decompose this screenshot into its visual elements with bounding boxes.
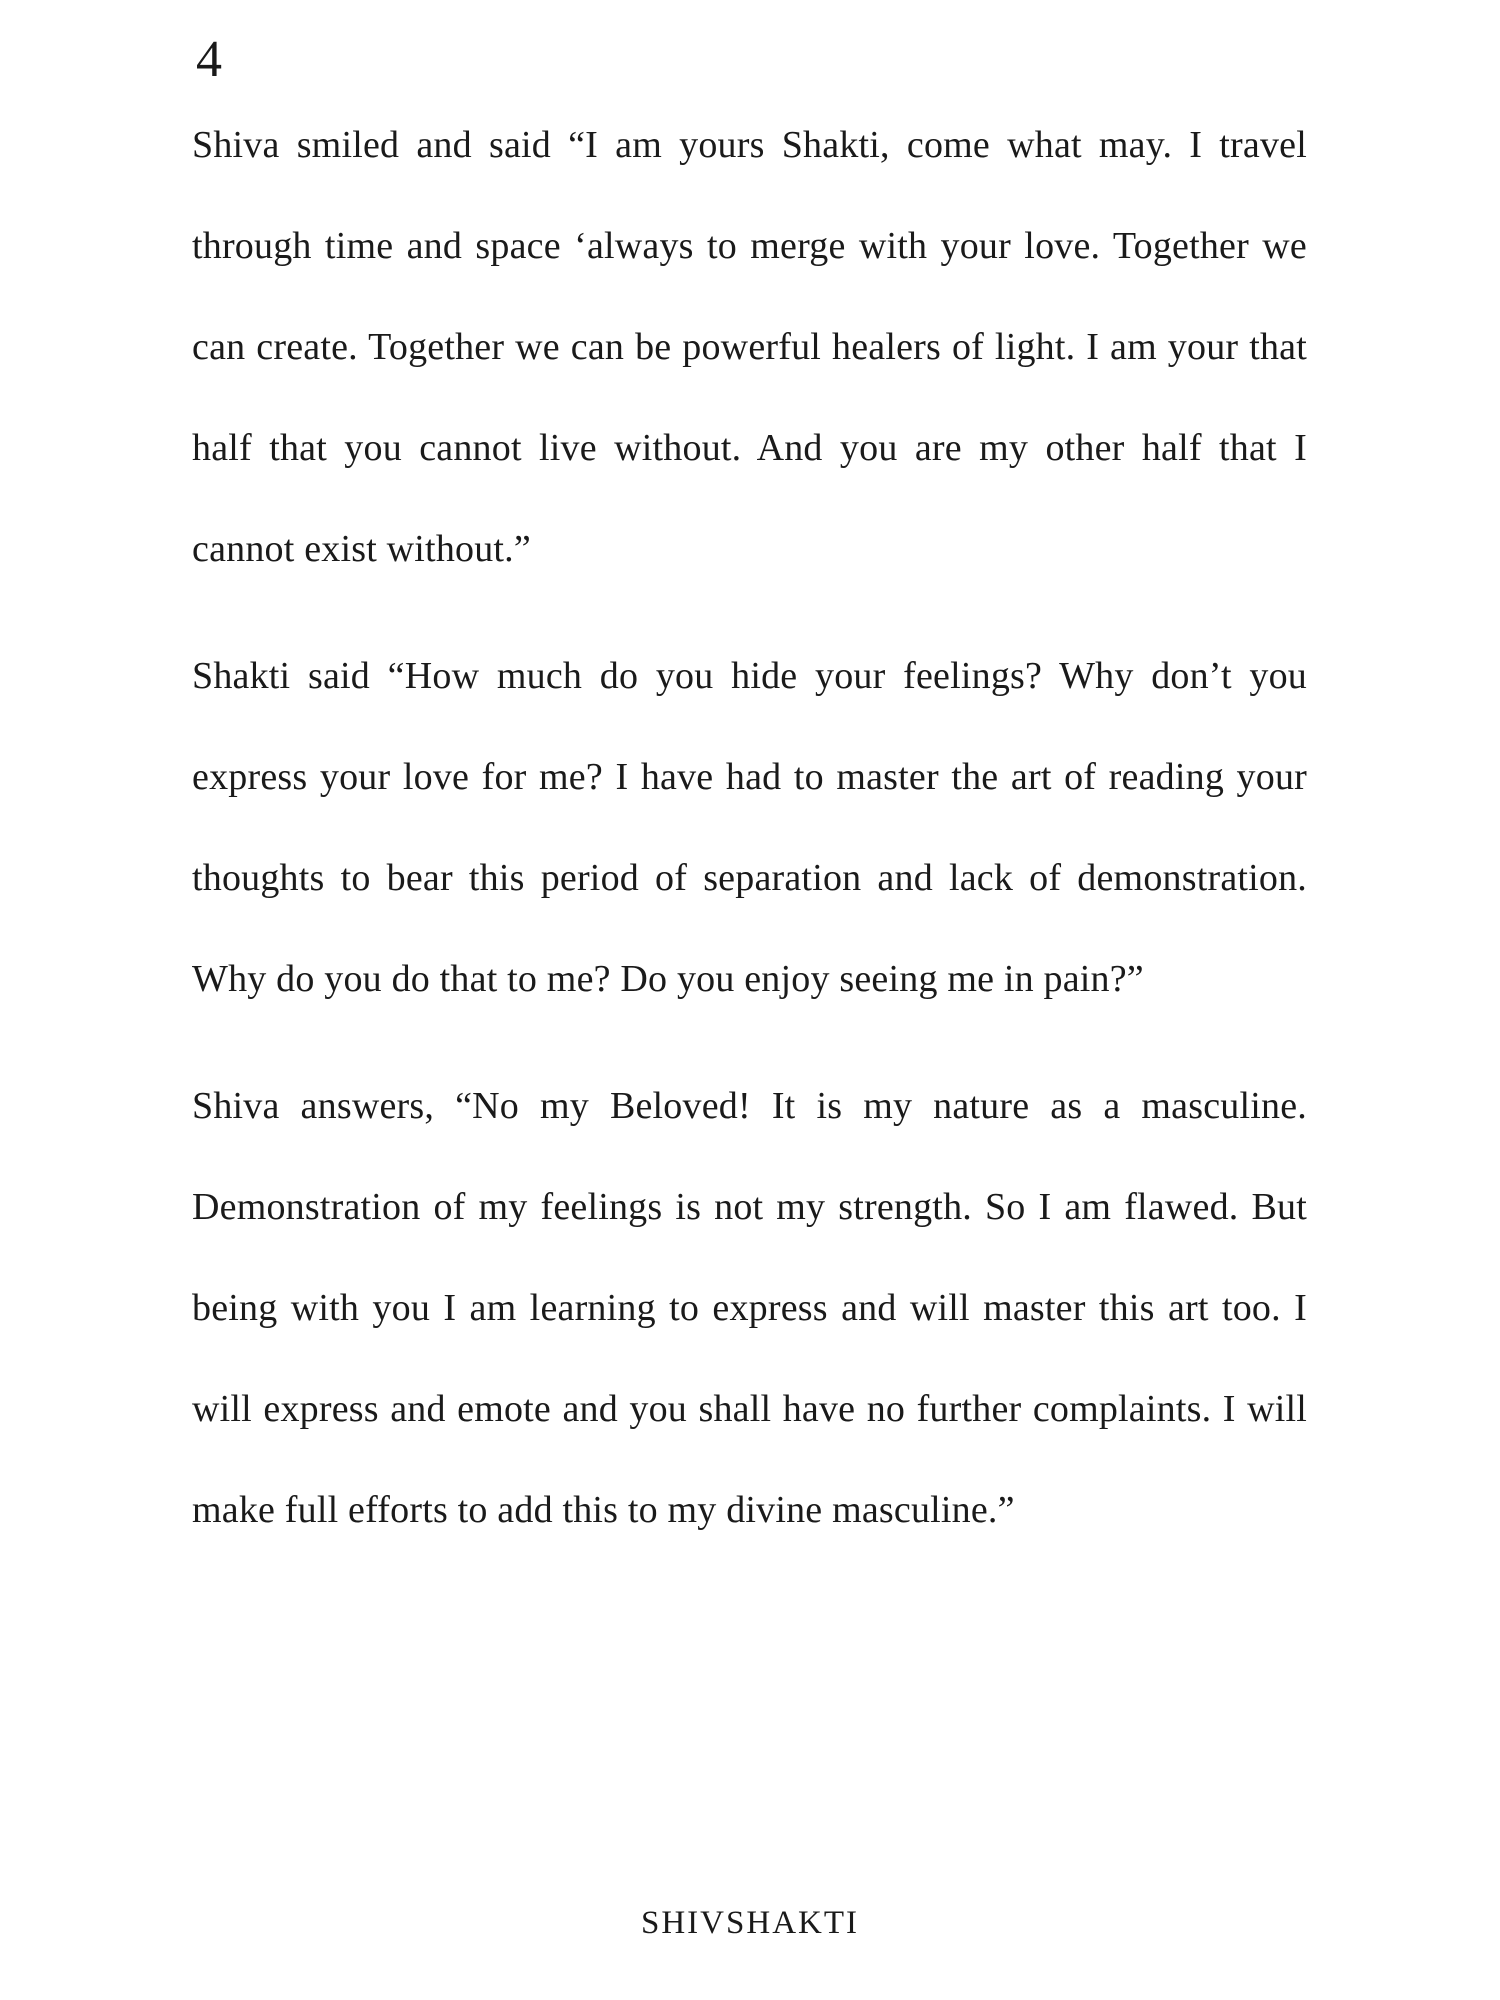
body-text [192, 95, 1307, 1587]
paragraph-3: Shiva answers, “No my Beloved! It is my nature as a masculine. Demonstration of my feelings is not my strength. So I am flawed. But being with you I am learning to express and will master this art too. I will express and emote and you shall have no further complaints. I will make full efforts to add this to my divine masculine.” [192, 1085, 1307, 1531]
running-footer-title: SHIVSHAKTI [641, 1905, 859, 1941]
paragraph-2: Shakti said “How much do you hide your feelings? Why don’t you express your love for me? I have had to master the art of reading your thoughts to bear this period of separation and lack of demonstration. Why do you do that to me? Do you enjoy seeing me in pain?” [192, 655, 1307, 1000]
page-number: 4 [196, 31, 222, 88]
paragraph-1: Shiva smiled and said “I am yours Shakti, come what may. I travel through time and space ‘always to merge with your love. Together we can create. Together we can be powerful healers of light. I am your that half that you cannot live without. And you are my other half that I cannot exist without.” [192, 124, 1307, 570]
